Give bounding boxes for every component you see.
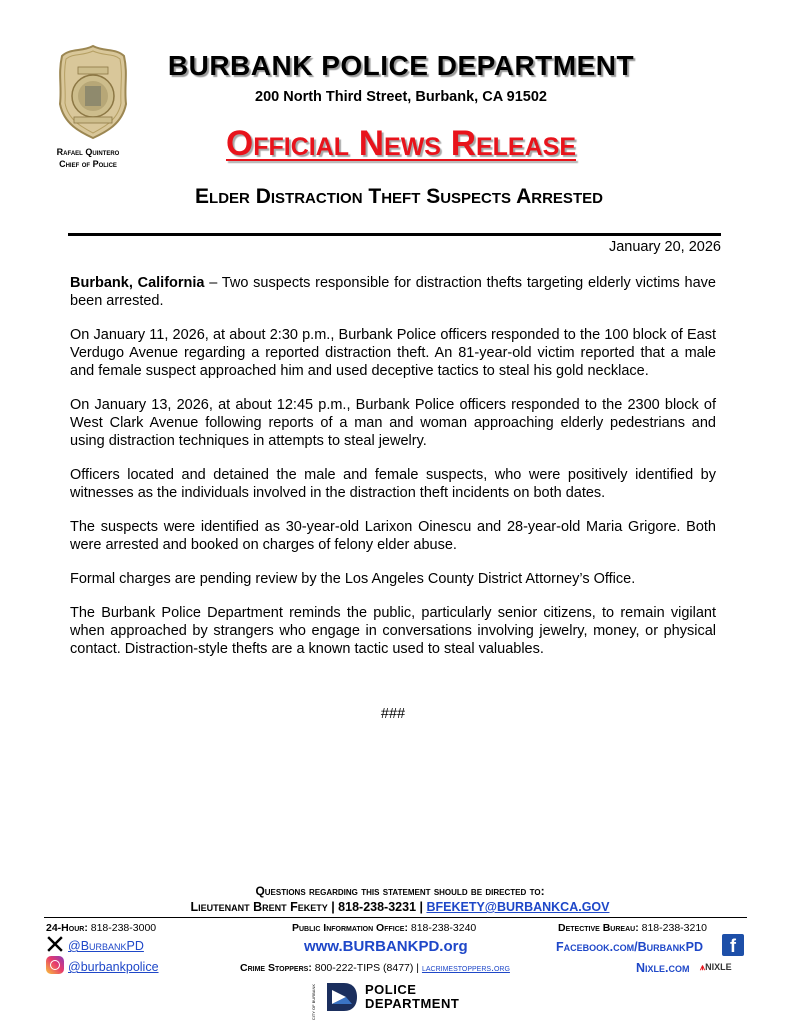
nixle-logo-text: NIXLE	[705, 962, 732, 972]
department-logo-icon	[326, 982, 358, 1012]
website-link[interactable]: www.BURBANKPD.org	[304, 938, 468, 955]
release-date: January 20, 2026	[608, 239, 721, 255]
facebook-link[interactable]: Facebook.com/BurbankPD	[556, 940, 703, 954]
department-logo-text	[365, 983, 459, 1011]
instagram-handle-link[interactable]: @burbankpolice	[68, 960, 159, 974]
hours-label: 24-Hour:	[46, 922, 88, 934]
facebook-icon[interactable]: f	[722, 934, 744, 956]
dateline: Burbank, California	[70, 275, 205, 291]
detective-label: Detective Bureau:	[558, 922, 639, 934]
badge-icon	[58, 44, 128, 140]
intro-text: – Two suspects responsible for distraction thefts targeting elderly victims have been arrested.	[70, 275, 716, 309]
paragraph-intro	[70, 274, 716, 310]
detective-line	[558, 922, 707, 934]
pio-label: Public Information Office:	[292, 922, 408, 934]
paragraph-suspects: The suspects were identified as 30-year-old Larixon Oinescu and 28-year-old Maria Grigore. Both were arrested and booked on charges of felony elder abuse.	[70, 519, 716, 553]
contact-phone: | 818-238-3231 |	[327, 900, 427, 914]
release-body	[70, 274, 716, 674]
pio-line	[292, 922, 476, 934]
crime-stoppers-line	[240, 962, 510, 974]
x-icon[interactable]	[46, 935, 64, 953]
contact-email-link[interactable]: BFEKETY@BURBANKCA.GOV	[426, 900, 610, 914]
footer-divider	[44, 917, 747, 918]
hours-line	[46, 922, 156, 934]
crime-label: Crime Stoppers:	[240, 962, 312, 974]
paragraph-incident-2: On January 13, 2026, at about 12:45 p.m., Burbank Police officers responded to the 2300 block of West Clark Avenue following reports of a man and woman approaching elderly pedestrians and using distraction techniques in attempts to steal jewelry.	[70, 397, 716, 449]
contact-question: Questions regarding this statement should be directed to:	[255, 884, 545, 898]
contact-name: Lieutenant Brent Fekety	[190, 900, 328, 914]
hours-phone: 818-238-3000	[87, 922, 157, 934]
pd-line-2: DEPARTMENT	[365, 996, 460, 1011]
header-divider	[68, 233, 721, 236]
nixle-link[interactable]: Nixle.com	[636, 961, 690, 975]
chief-signature-block	[38, 146, 138, 170]
pio-phone: 818-238-3240	[407, 922, 477, 934]
paragraph-incident-1: On January 11, 2026, at about 2:30 p.m., Burbank Police officers responded to the 100 block of East Verdugo Avenue regarding a reported distraction theft. An 81-year-old victim reported that a male and female suspect approached him and used deceptive tactics to steal his gold necklace.	[70, 327, 716, 379]
crime-phone: 800-222-TIPS (8477) |	[311, 962, 422, 974]
department-address: 200 North Third Street, Burbank, CA 91502	[255, 89, 547, 105]
chief-name: Rafael Quintero	[56, 147, 120, 157]
x-handle-link[interactable]: @BurbankPD	[68, 939, 144, 953]
crime-site-link[interactable]: lacrimestoppers.org	[421, 962, 510, 974]
department-title: BURBANK POLICE DEPARTMENT	[167, 50, 635, 81]
contact-line	[70, 900, 730, 914]
paragraph-charges: Formal charges are pending review by the Los Angeles County District Attorney’s Office.	[70, 571, 636, 587]
end-mark: ###	[380, 706, 406, 722]
headline: Elder Distraction Theft Suspects Arrested	[195, 185, 603, 208]
paragraph-reminder: The Burbank Police Department reminds the public, particularly senior citizens, to remain vigilant when approached by strangers who engage in conversations involving jewelry, money, or physical contact. Distraction-style thefts are a known tactic used to steal valuables.	[70, 605, 716, 657]
release-title: Official News Release	[225, 124, 576, 163]
nixle-icon: ⩚NIXLE	[700, 962, 732, 972]
chief-title: Chief of Police	[59, 159, 117, 169]
instagram-icon[interactable]	[46, 956, 64, 974]
pd-line-1: POLICE	[365, 982, 417, 997]
department-city-text: CITY OF BURBANK	[311, 984, 316, 1021]
paragraph-detention: Officers located and detained the male and female suspects, who were positively identified by witnesses as the individuals involved in the distraction theft incidents on both dates.	[70, 467, 716, 501]
detective-phone: 818-238-3210	[638, 922, 708, 934]
